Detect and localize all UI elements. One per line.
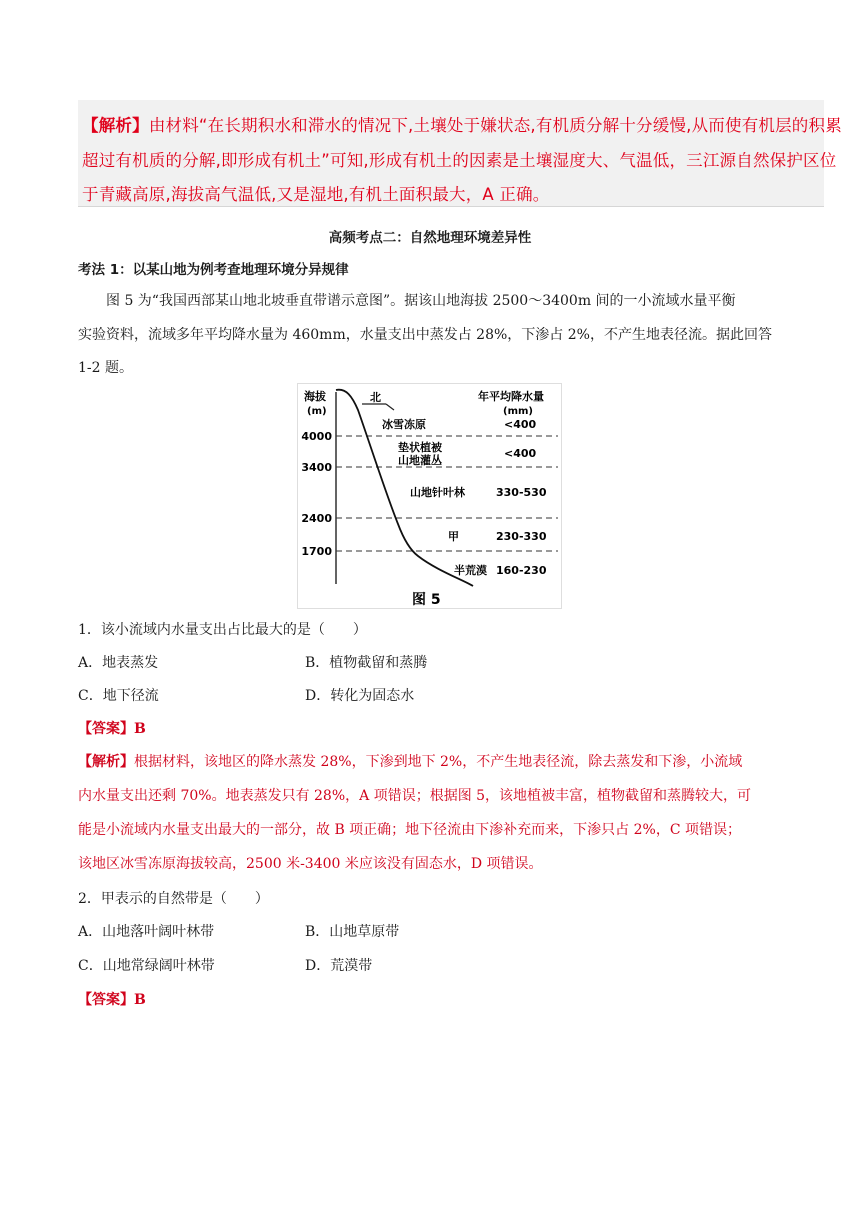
analysis-line-1: 【解析】由材料“在长期积水和滞水的情况下,土壤处于嫌状态,有机质分解十分缓慢,从而使有机层的积累 bbox=[82, 116, 842, 135]
tick-3400: 3400 bbox=[301, 461, 332, 474]
precip-value-3: 330-530 bbox=[496, 486, 547, 499]
q1-option-b: B．植物截留和蒸腾 bbox=[305, 655, 428, 671]
q2-answer: 【答案】B bbox=[78, 992, 146, 1008]
q1-option-a: A．地表蒸发 bbox=[78, 655, 159, 671]
precip-value-4: 230-330 bbox=[496, 530, 547, 543]
north-label: 北 bbox=[370, 391, 381, 404]
zone-name-1: 冰雪冻原 bbox=[382, 418, 426, 431]
y-title-1: 海拔 bbox=[304, 390, 326, 403]
tick-1700: 1700 bbox=[301, 545, 332, 558]
intro-line-3: 1-2 题。 bbox=[78, 360, 133, 376]
q1-stem: 1．该小流域内水量支出占比最大的是（ ） bbox=[78, 622, 367, 638]
figure-caption: 图 5 bbox=[412, 592, 441, 608]
q1-option-d: D．转化为固态水 bbox=[305, 688, 415, 704]
precip-value-5: 160-230 bbox=[496, 564, 547, 577]
q2-stem: 2．甲表示的自然带是（ ） bbox=[78, 891, 269, 907]
zone-name-3: 山地针叶林 bbox=[410, 486, 465, 499]
precip-value-2: <400 bbox=[504, 447, 537, 460]
figure-vertical-zonation bbox=[297, 383, 562, 609]
precip-title-2: (mm) bbox=[503, 406, 533, 417]
q2-option-c: C．山地常绿阔叶林带 bbox=[78, 958, 215, 974]
intro-line-1: 图 5 为“我国西部某山地北坡垂直带谱示意图”。据该山地海拔 2500～3400m 间的一小流域水量平衡 bbox=[106, 293, 736, 309]
zone-name-2a: 垫状植被 bbox=[398, 441, 442, 454]
section-title: 高频考点二：自然地理环境差异性 bbox=[328, 230, 532, 246]
q2-option-b: B．山地草原带 bbox=[305, 924, 400, 940]
q1-expl-line-2: 内水量支出还剩 70%。地表蒸发只有 28%，A 项错误；根据图 5，该地植被丰富，植物截留和蒸腾较大，可 bbox=[78, 788, 752, 804]
q1-expl-tag: 【解析】 bbox=[78, 754, 134, 770]
q1-answer: 【答案】B bbox=[78, 721, 146, 737]
analysis-box bbox=[78, 100, 842, 207]
intro-line-2: 实验资料，流域多年平均降水量为 460mm，水量支出中蒸发占 28%，下渗占 2%，不产生地表径流。据此回答 bbox=[78, 327, 772, 343]
q1-expl-line-3: 能是小流域内水量支出最大的一部分，故 B 项正确；地下径流由下渗补充而来，下渗只占 2%，C 项错误； bbox=[78, 822, 742, 838]
north-arrow-icon bbox=[386, 404, 394, 410]
precip-value-1: <400 bbox=[504, 418, 537, 431]
q2-option-d: D．荒漠带 bbox=[305, 958, 373, 974]
q1-option-c: C．地下径流 bbox=[78, 688, 159, 704]
zone-name-5: 半荒漠 bbox=[454, 564, 487, 577]
analysis-line-3: 于青藏高原,海拔高气温低,又是湿地,有机土面积最大，A 正确。 bbox=[82, 185, 550, 204]
q1-expl-line-1: 【解析】根据材料，该地区的降水蒸发 28%，下渗到地下 2%，不产生地表径流，除去蒸发和下渗，小流域 bbox=[78, 754, 743, 770]
q2-option-a: A．山地落叶阔叶林带 bbox=[78, 924, 215, 940]
vertical-zonation-diagram bbox=[298, 384, 561, 608]
tick-4000: 4000 bbox=[301, 430, 332, 443]
tick-2400: 2400 bbox=[301, 512, 332, 525]
method-title: 考法 1：以某山地为例考查地理环境分异规律 bbox=[78, 262, 349, 278]
q1-expl-line-4: 该地区冰雪冻原海拔较高，2500 米-3400 米应该没有固态水，D 项错误。 bbox=[78, 856, 543, 872]
zone-name-2b: 山地灌丛 bbox=[398, 454, 442, 467]
analysis-tag: 【解析】 bbox=[82, 116, 149, 135]
zone-name-4: 甲 bbox=[448, 530, 459, 543]
precip-title-1: 年平均降水量 bbox=[478, 390, 544, 403]
analysis-line-2: 超过有机质的分解,即形成有机土”可知,形成有机土的因素是土壤湿度大、气温低，三江源自然保护区位 bbox=[82, 151, 837, 170]
y-title-2: (m) bbox=[307, 406, 327, 417]
